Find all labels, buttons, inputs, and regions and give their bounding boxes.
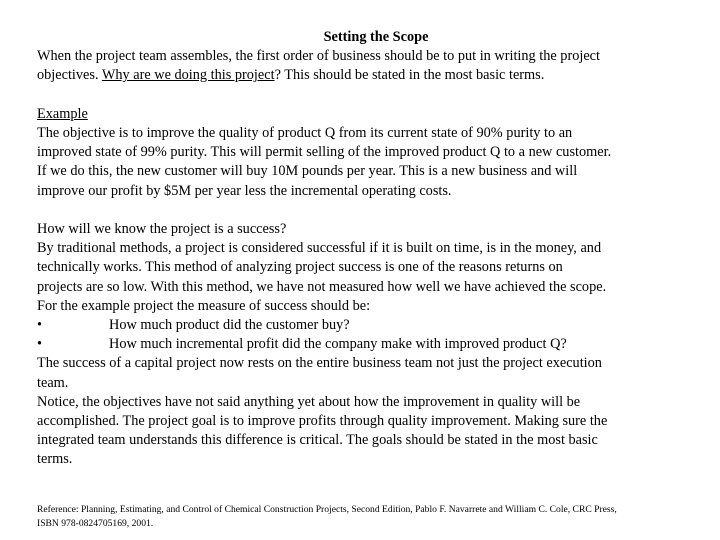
bullet-item — [37, 316, 685, 335]
document-body — [37, 28, 685, 470]
reference-citation — [37, 503, 687, 531]
example-heading: Example — [37, 105, 88, 122]
intro-line-2-start: objectives. — [37, 67, 102, 84]
bullet-marker: • — [37, 336, 43, 353]
bullet-item — [37, 335, 685, 354]
paragraph-gap — [37, 86, 685, 105]
success-line: For the example project the measure of success should be: — [37, 297, 371, 314]
example-line: The objective is to improve the quality of product Q from its current state of 90% purity to an — [37, 125, 573, 141]
success-line: accomplished. The project goal is to improve profits through quality improvement. Making sure the — [37, 413, 608, 430]
success-line: Notice, the objectives have not said anything yet about how the improvement in quality will be — [37, 393, 581, 410]
intro-line-2-end: ? This should be stated in the most basic terms. — [274, 67, 545, 84]
intro-underlined-question: Why are we doing this project — [101, 67, 275, 84]
success-line: By traditional methods, a project is considered successful if it is built on time, is in the money, and — [37, 240, 602, 257]
success-line: integrated team understands this difference is critical. The goals should be stated in the most basic — [37, 432, 598, 449]
bullet-text: How much incremental profit did the company make with improved product Q? — [109, 336, 567, 353]
reference-line-2: ISBN 978-0824705169, 2001. — [37, 518, 154, 529]
success-line: The success of a capital project now rests on the entire business team not just the project execution — [37, 355, 602, 372]
example-line: If we do this, the new customer will buy 10M pounds per year. This is a new business and will — [37, 163, 578, 180]
success-line: terms. — [37, 451, 73, 468]
intro-line-1: When the project team assembles, the first order of business should be to put in writing the project — [37, 48, 601, 65]
reference-line-1: Reference: Planning, Estimating, and Control of Chemical Construction Projects, Second Edition, Pablo F. Navarrete and William C. Cole, CRC Press, — [37, 504, 617, 515]
bullet-text: How much product did the customer buy? — [109, 317, 350, 334]
page-title: Setting the Scope — [323, 29, 429, 45]
success-line: team. — [37, 374, 69, 391]
paragraph-gap — [37, 201, 685, 220]
bullet-marker: • — [37, 317, 43, 334]
example-line: improved state of 99% purity. This will permit selling of the improved product Q to a new customer. — [37, 144, 612, 161]
success-line: projects are so low. With this method, we have not measured how well we have achieved the scope. — [37, 278, 607, 295]
example-line: improve our profit by $5M per year less the incremental operating costs. — [37, 182, 452, 199]
success-line: How will we know the project is a success? — [37, 221, 287, 237]
intro-line-2 — [37, 66, 685, 85]
success-line: technically works. This method of analyzing project success is one of the reasons returns on — [37, 259, 563, 276]
